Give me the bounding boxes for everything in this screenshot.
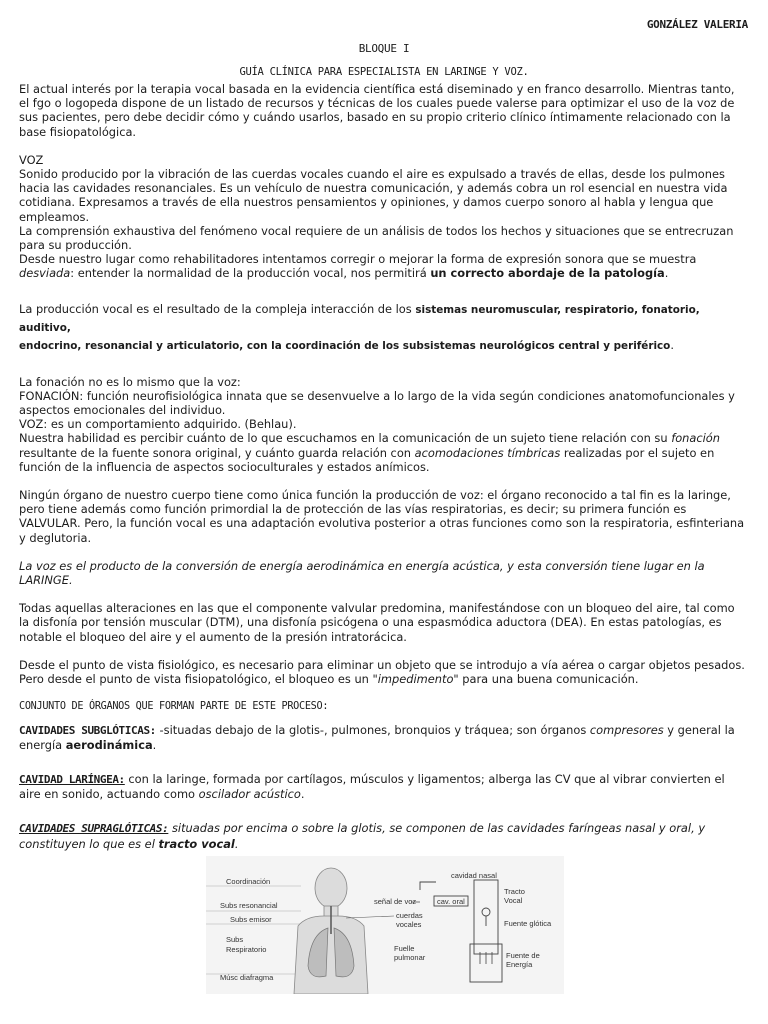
text-run: -situadas debajo de la glotis-, pulmones, bronquios y tráquea; son órganos xyxy=(155,722,590,737)
label-pulmonar: pulmonar xyxy=(394,953,426,962)
voz-behlau: VOZ: es un comportamiento adquirido. (Behlau). xyxy=(19,417,297,432)
label-cavidad-nasal: cavidad nasal xyxy=(451,871,497,880)
term-label: CAVIDAD LARÍNGEA: xyxy=(19,772,125,786)
supragloticas-paragraph xyxy=(19,821,747,850)
text-run-bold: tracto vocal xyxy=(158,836,235,851)
text-run: realizadas por el sujeto en función de la influencia de aspectos socioculturales y estados anímicos. xyxy=(19,445,715,474)
organo-paragraph: Ningún órgano de nuestro cuerpo tiene como única función la producción de voz: el órgano reconocido a tal fin es la laringe, pero tiene además como función primordial la de protección de las vías respiratorias, es decir; su primera función es VALVULAR. Pero, la función vocal es una adaptación evolutiva posterior a otras funciones como son la respiratoria, esfinteriana y deglutoria. xyxy=(19,488,745,545)
term-label: CAVIDADES SUBGLÓTICAS: xyxy=(19,723,156,737)
text-run: resultante de la fuente sonora original, y cuánto guarda relación con xyxy=(19,445,415,460)
label-fuelle: Fuelle xyxy=(394,944,415,953)
text-run: " para una buena comunicación. xyxy=(453,672,639,687)
label-vocales: vocales xyxy=(396,920,422,929)
label-vocal: Vocal xyxy=(504,896,523,905)
voz-comprension: La comprensión exhaustiva del fenómeno vocal requiere de un análisis de todos los hechos y situaciones que se entrecruzan para su producción. xyxy=(19,223,734,253)
label-energia: Energía xyxy=(506,960,533,969)
text-run: . xyxy=(152,737,157,752)
label-subs-resonancial: Subs resonancial xyxy=(220,901,278,910)
term-label: CAVIDADES SUPRAGLÓTICAS: xyxy=(19,822,169,836)
label-tracto: Tracto xyxy=(504,887,525,896)
label-musc-diafragma: Músc diafragma xyxy=(220,973,274,982)
subgloticas-paragraph xyxy=(19,723,747,752)
label-subs-emisor: Subs emisor xyxy=(230,915,272,924)
text-run: . xyxy=(300,787,305,802)
text-run: : entender la normalidad de la producción vocal, nos permitirá xyxy=(70,266,431,281)
laringea-paragraph xyxy=(19,772,747,801)
text-run-italic: fonación xyxy=(671,431,720,446)
fonacion-intro: La fonación no es lo mismo que la voz: xyxy=(19,374,241,389)
alteraciones-paragraph: Todas aquellas alteraciones en las que el componente valvular predomina, manifestándose con un bloqueo del aire, tal como la disfonía por tensión muscular (DTM), una disfonía psicógena o una espasmódica aductora (DEA). En estas patologías, es notable el bloqueo del aire y el aumento de la presión intratorácica. xyxy=(19,601,735,644)
text-run: y general la energía xyxy=(19,722,735,752)
text-run: . xyxy=(664,266,669,281)
author-name: GONZÁLEZ VALERIA xyxy=(646,18,748,31)
fonacion-definition: FONACIÓN: función neurofisiológica innata que se desenvuelve a lo largo de la vida según condiciones anatomofuncionales y aspectos emocionales del individuo. xyxy=(19,388,735,418)
habilidad-paragraph xyxy=(19,431,747,474)
text-run: . xyxy=(670,337,674,352)
text-run-bold: sistemas neuromuscular, respiratorio, fonatorio, auditivo, xyxy=(19,303,700,334)
text-run-italic: desviada xyxy=(19,266,71,281)
label-cuerdas: cuerdas xyxy=(396,911,423,920)
laringe-quote: La voz es el producto de la conversión de energía aerodinámica en energía acústica, y esta conversión tiene lugar en la LARINGE. xyxy=(19,558,705,588)
intro-paragraph: El actual interés por la terapia vocal basada en la evidencia científica está diseminado y en franco desarrollo. Mientras tanto, el fgo o logopeda dispone de un listado de recursos y técnicas de los cuales puede valerse para optimizar el uso de la voz de sus pacientes, pero debe decidir cómo y cuándo usarlos, basado en su propio criterio clínico íntimamente relacionado con la base fisiopatológica. xyxy=(19,82,735,139)
text-run: con la laringe, formada por cartílagos, músculos y ligamentos; alberga las CV que al vibrar convierten el aire en sonido, actuando como xyxy=(19,771,725,802)
text-run-italic: impedimento xyxy=(377,672,454,687)
organs-section-title: CONJUNTO DE ÓRGANOS QUE FORMAN PARTE DE ESTE PROCESO: xyxy=(19,701,329,713)
voz-heading: VOZ xyxy=(19,152,44,167)
label-coordinacion: Coordinación xyxy=(226,877,271,886)
text-run-bold: un correcto abordaje de la patología xyxy=(430,266,665,281)
fisiologico-paragraph xyxy=(19,658,747,686)
text-run: Nuestra habilidad es percibir cuánto de lo que escuchamos en la comunicación de un sujeto tiene relación con su xyxy=(19,431,672,446)
label-cav-oral: cav. oral xyxy=(437,897,465,906)
vocal-system-diagram xyxy=(206,856,564,994)
label-fuente-glotica: Fuente glótica xyxy=(504,919,552,928)
text-run: La producción vocal es el resultado de la compleja interacción de los xyxy=(19,301,416,316)
block-heading: BLOQUE I xyxy=(358,42,410,55)
label-subs: Subs xyxy=(226,935,244,944)
label-respiratorio: Respiratorio xyxy=(226,945,267,954)
voz-rehabilitation xyxy=(19,252,747,280)
label-fuente-de: Fuente de xyxy=(506,951,540,960)
text-run: Desde nuestro lugar como rehabilitadores intentamos corregir o mejorar la forma de expresión sonora que se muestra xyxy=(19,252,697,267)
text-run: Desde el punto de vista fisiológico, es necesario para eliminar un objeto que se introdujo a vía aérea o cargar objetos pesados. Pero desde el punto de vista fisiopatológico, el bloqueo es un " xyxy=(19,657,745,687)
text-run-italic: acomodaciones tímbricas xyxy=(414,445,561,460)
document-body xyxy=(19,82,747,851)
label-senal-de-voz: señal de voz xyxy=(374,897,417,906)
text-run-bold: endocrino, resonancial y articulatorio, con la coordinación de los subsistemas neurológicos central y periférico xyxy=(19,339,671,352)
text-run-italic: oscilador acústico xyxy=(198,787,301,802)
text-run-italic: compresores xyxy=(589,722,664,737)
text-run-italic: situadas por encima o sobre la glotis, se componen de las cavidades faríngeas nasal y oral, y constituyen lo que es el xyxy=(19,821,706,851)
text-run: . xyxy=(234,836,239,851)
produccion-paragraph xyxy=(19,301,747,355)
text-run-bold: aerodinámica xyxy=(65,737,153,752)
voz-definition: Sonido producido por la vibración de las cuerdas vocales cuando el aire es expulsado a través de ellas, desde los pulmones hacia las cavidades resonanciales. Es un vehículo de nuestra comunicación, y además cobra un rol esencial en nuestra vida cotidiana. Expresamos a través de ella nuestros pensamientos y opiniones, y damos cuerpo sonoro al habla y lengua que empleamos. xyxy=(19,167,728,224)
document-title: GUÍA CLÍNICA PARA ESPECIALISTA EN LARINGE Y VOZ. xyxy=(239,66,529,78)
